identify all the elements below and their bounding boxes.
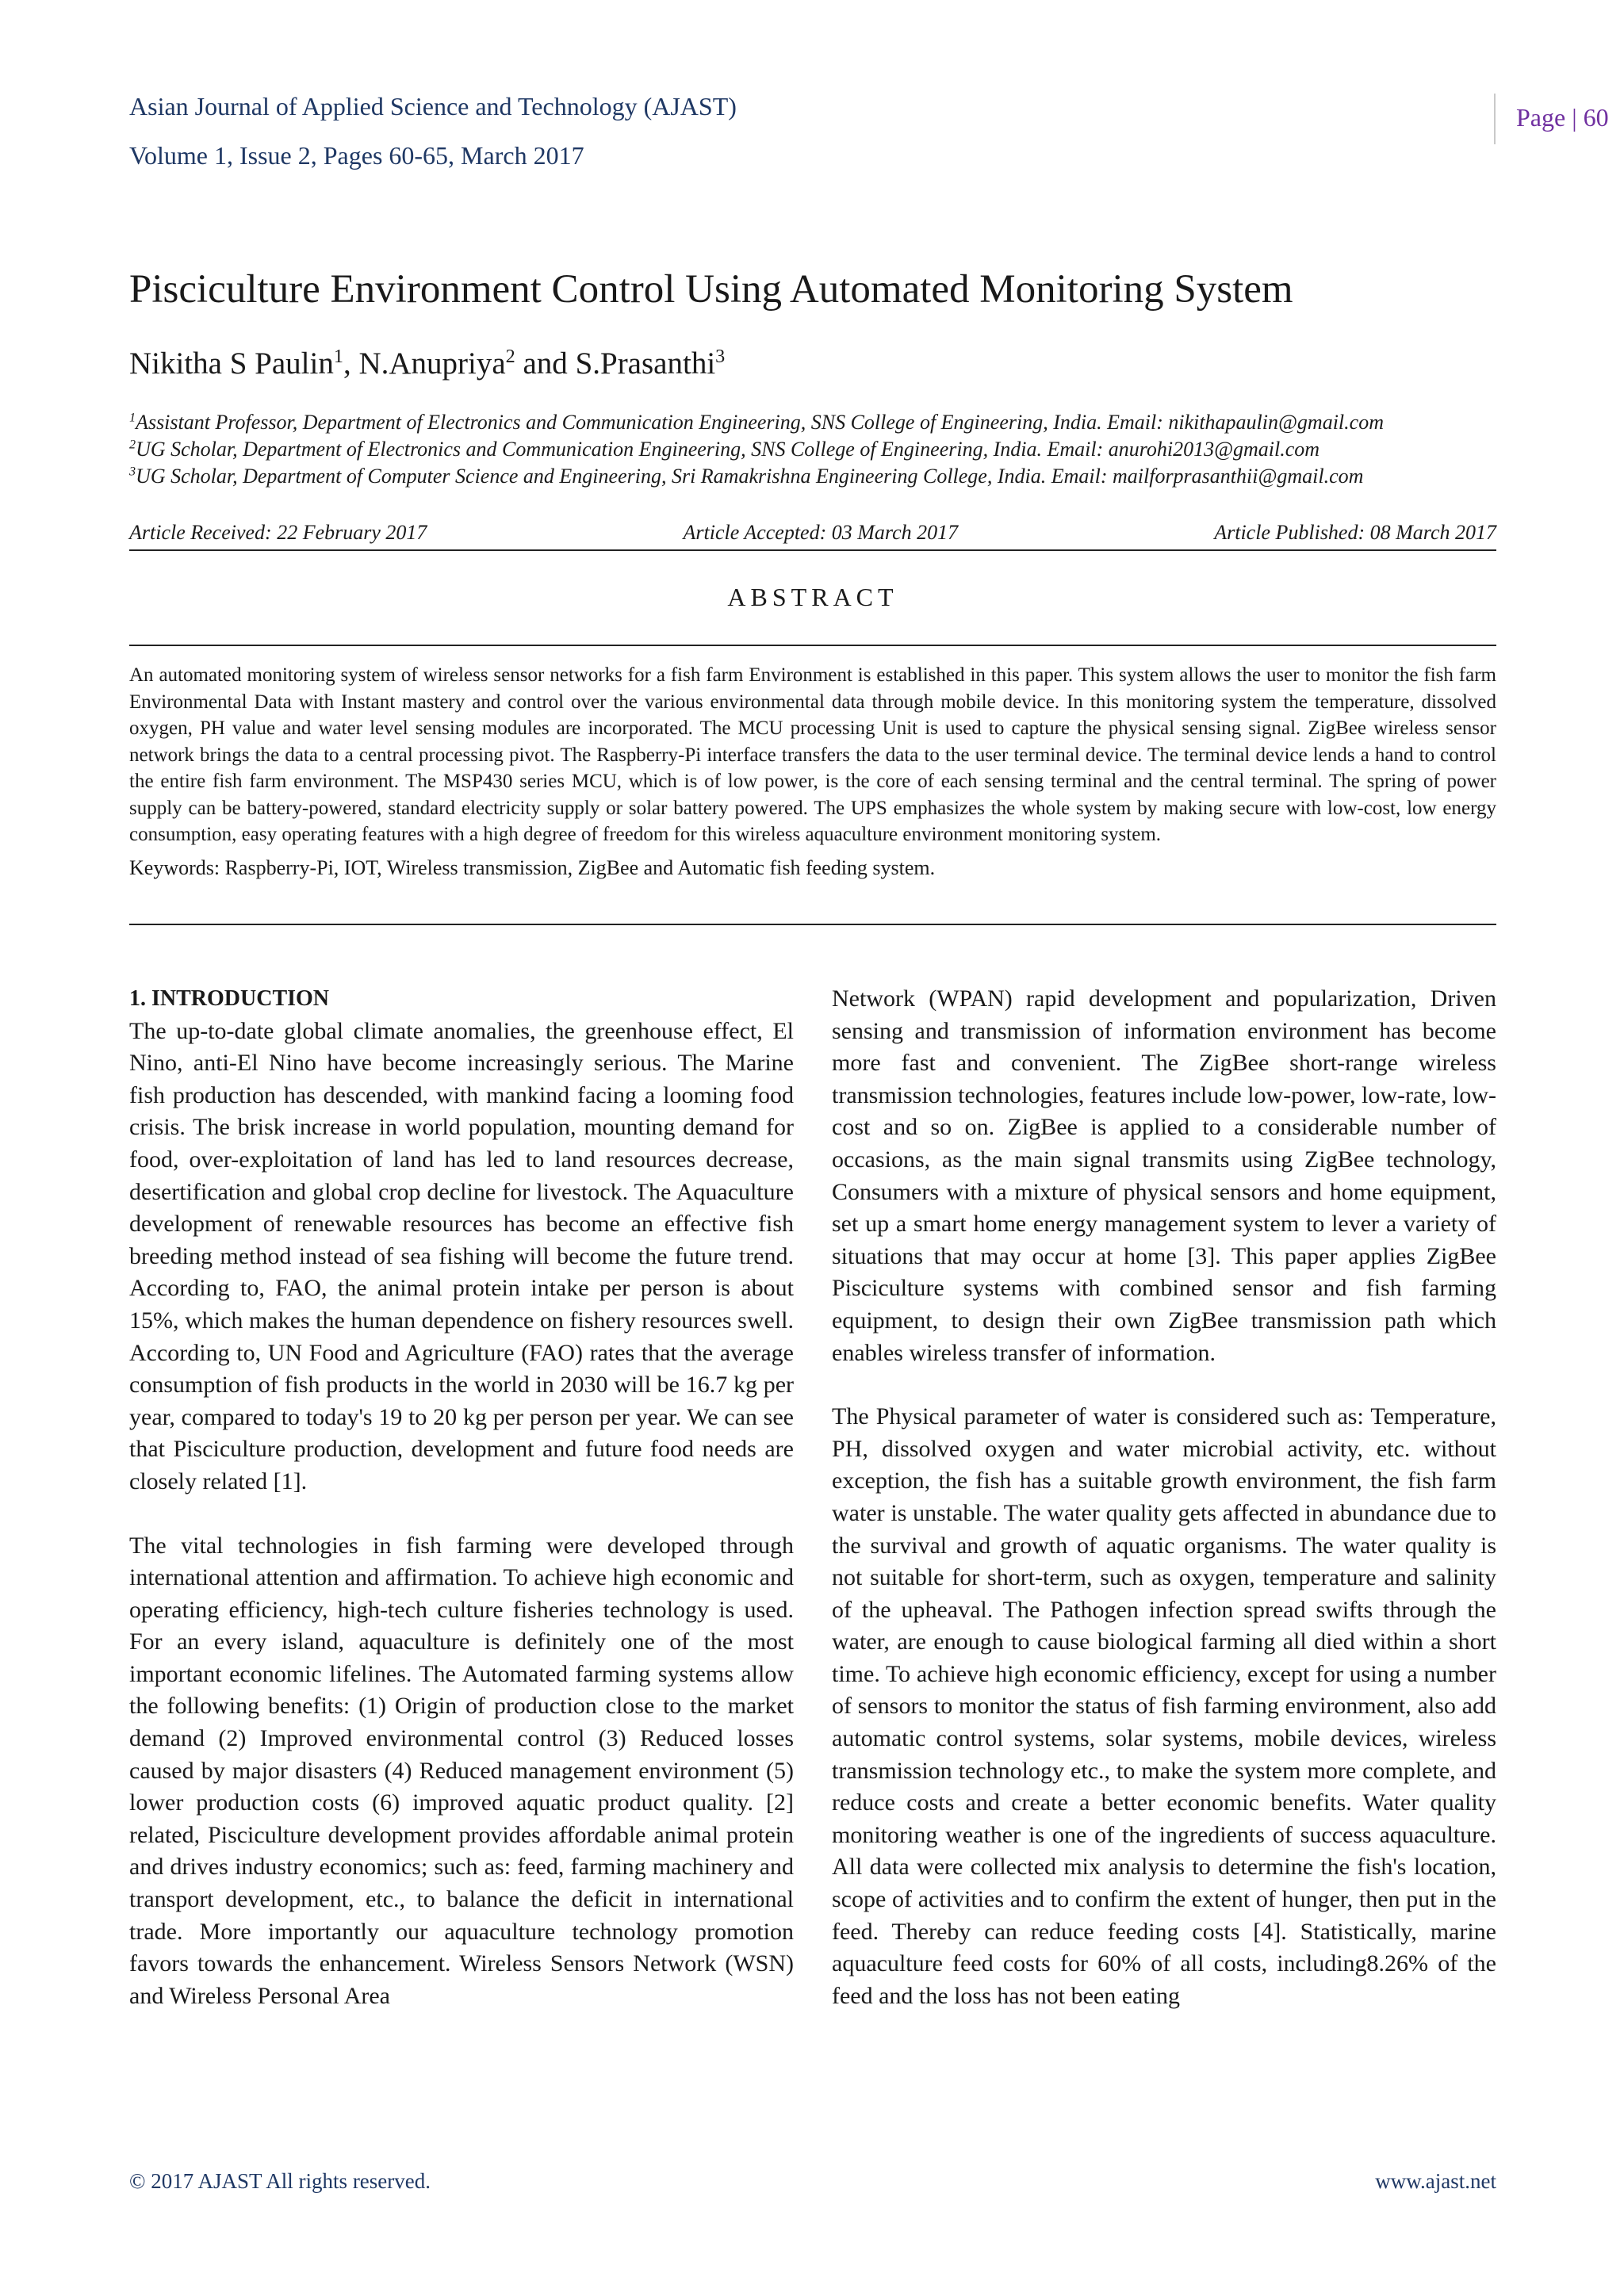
affiliation-1 xyxy=(129,411,1384,434)
affiliation-text: Assistant Professor, Department of Electronics and Communication Engineering, SNS College of Engineering, India. Email: nikithapaulin@gmail.com xyxy=(136,411,1384,434)
affiliation-text: UG Scholar, Department of Electronics and Communication Engineering, SNS College of Engineering, India. Email: anurohi2013@gmail.com xyxy=(136,438,1320,461)
section-heading: 1. INTRODUCTION xyxy=(129,986,330,1011)
footer-website-link[interactable]: www.ajast.net xyxy=(1375,2169,1496,2193)
author-affiliation-marker: 3 xyxy=(715,346,726,367)
author-name: Nikitha S Paulin xyxy=(129,346,334,381)
author-separator: and xyxy=(515,346,576,381)
author-affiliation-marker: 2 xyxy=(505,346,515,367)
date-published: Article Published: 08 March 2017 xyxy=(1214,521,1496,544)
journal-volume: Volume 1, Issue 2, Pages 60-65, March 2017 xyxy=(129,141,584,170)
article-dates xyxy=(129,521,1496,551)
journal-name: Asian Journal of Applied Science and Technology (AJAST) xyxy=(129,92,737,121)
abstract-section xyxy=(129,645,1496,925)
affiliation-marker: 3 xyxy=(129,465,136,479)
body-column-right xyxy=(832,983,1496,2012)
affiliation-3 xyxy=(129,465,1363,488)
affiliation-marker: 2 xyxy=(129,438,136,452)
body-paragraph: The vital technologies in fish farming were developed through international attention and affirmation. To achieve high economic and operating efficiency, high-tech culture fisheries technology is used. For an every island, aquaculture is definitely one of the most important economic lifelines. The Automated farming systems allow the following benefits: (1) Origin of production close to the market demand (2) Improved environmental control (3) Reduced losses caused by major disasters (4) Reduced management environment (5) lower production costs (6) improved aquatic product quality. [2] related, Pisciculture development provides affordable animal protein and drives industry economics; such as: feed, farming machinery and transport development, etc., to balance the deficit in international trade. More importantly our aquaculture technology promotion favors towards the enhancement. Wireless Sensors Network (WSN) and Wireless Personal Area xyxy=(129,1532,794,2009)
author-name: N.Anupriya xyxy=(358,346,506,381)
date-received: Article Received: 22 February 2017 xyxy=(129,521,427,544)
affiliation-text: UG Scholar, Department of Computer Science and Engineering, Sri Ramakrishna Engineering College, India. Email: mailforprasanthii@gmail.com xyxy=(136,465,1364,488)
author-separator: , xyxy=(343,346,359,381)
page-number: Page | 60 xyxy=(1494,94,1624,144)
body-paragraph: The Physical parameter of water is considered such as: Temperature, PH, dissolved oxygen and water microbial activity, etc. without exception, the fish has a suitable growth environment, the fish farm water is unstable. The water quality gets affected in abundance due to the survival and growth of aquatic organisms. The water quality is not suitable for short-term, such as oxygen, temperature and salinity of the upheaval. The Pathogen infection spread swifts through the water, are enough to cause biological farming all died within a short time. To achieve high economic efficiency, except for using a number of sensors to monitor the status of fish farming environment, also add automatic control systems, solar systems, mobile devices, wireless transmission technology etc., to make the system more complete, and reduce costs and create a better economic benefits. Water quality monitoring weather is one of the ingredients of success aquaculture. All data were collected mix analysis to determine the fish's location, scope of activities and to confirm the extent of hunger, then put in the feed. Thereby can reduce feeding costs [4]. Statistically, marine aquaculture feed costs for 60% of all costs, including8.26% of the feed and the loss has not been eating xyxy=(832,1403,1496,2009)
article-title: Pisciculture Environment Control Using Automated Monitoring System xyxy=(129,267,1293,312)
author-name: S.Prasanthi xyxy=(575,346,716,381)
affiliation-marker: 1 xyxy=(129,411,136,425)
body-paragraph: Network (WPAN) rapid development and popularization, Driven sensing and transmission of information environment has become more fast and convenient. The ZigBee short-range wireless transmission technologies, features include low-power, low-rate, low-cost and so on. ZigBee is applied to a considerable number of occasions, as the main signal transmits using ZigBee technology, Consumers with a mixture of physical sensors and home equipment, set up a smart home energy management system to lever a variety of situations that may occur at home [3]. This paper applies ZigBee Pisciculture systems with combined sensor and fish farming equipment, to design their own ZigBee transmission path which enables wireless transfer of information. xyxy=(832,985,1496,1366)
abstract-heading: ABSTRACT xyxy=(727,583,898,611)
body-paragraph: The up-to-date global climate anomalies, the greenhouse effect, El Nino, anti-El Nino have become increasingly serious. The Marine fish production has descended, with mankind facing a looming food crisis. The brisk increase in world population, mounting demand for food, over-exploitation of land has led to land resources decrease, desertification and global crop decline for livestock. The Aquaculture development of renewable resources has become an effective fish breeding method instead of sea fishing will become the future trend. According to, FAO, the animal protein intake per person is about 15%, which makes the human dependence on fishery resources swell. According to, UN Food and Agriculture (FAO) rates that the average consumption of fish products in the world in 2030 will be 16.7 kg per year, compared to today's 19 to 20 kg per person per year. We can see that Pisciculture production, development and future food needs are closely related [1]. xyxy=(129,1017,794,1494)
author-affiliation-marker: 1 xyxy=(333,346,343,367)
author-list xyxy=(129,346,725,381)
affiliation-2 xyxy=(129,438,1320,461)
footer-copyright: © 2017 AJAST All rights reserved. xyxy=(129,2169,431,2193)
keywords: Keywords: Raspberry-Pi, IOT, Wireless transmission, ZigBee and Automatic fish feeding system. xyxy=(129,855,936,879)
date-accepted: Article Accepted: 03 March 2017 xyxy=(683,521,959,544)
abstract-text: An automated monitoring system of wireless sensor networks for a fish farm Environment is established in this paper. This system allows the user to monitor the fish farm Environmental Data with Instant mastery and control over the various environmental data through mobile device. In this monitoring system the temperature, dissolved oxygen, PH value and water level sensing modules are incorporated. The MCU processing Unit is used to capture the physical sensing signal. ZigBee wireless sensor network brings the data to a central processing pivot. The Raspberry-Pi interface transfers the data to the user terminal device. The terminal device lends a hand to control the entire fish farm environment. The MSP430 series MCU, which is of low power, is the core of each sensing terminal and the central terminal. The spring of power supply can be battery-powered, standard electricity supply or solar battery powered. The UPS emphasizes the whole system by making secure with low-cost, low energy consumption, easy operating features with a high degree of freedom for this wireless aquaculture environment monitoring system. xyxy=(129,664,1496,845)
body-column-left xyxy=(129,983,794,2012)
